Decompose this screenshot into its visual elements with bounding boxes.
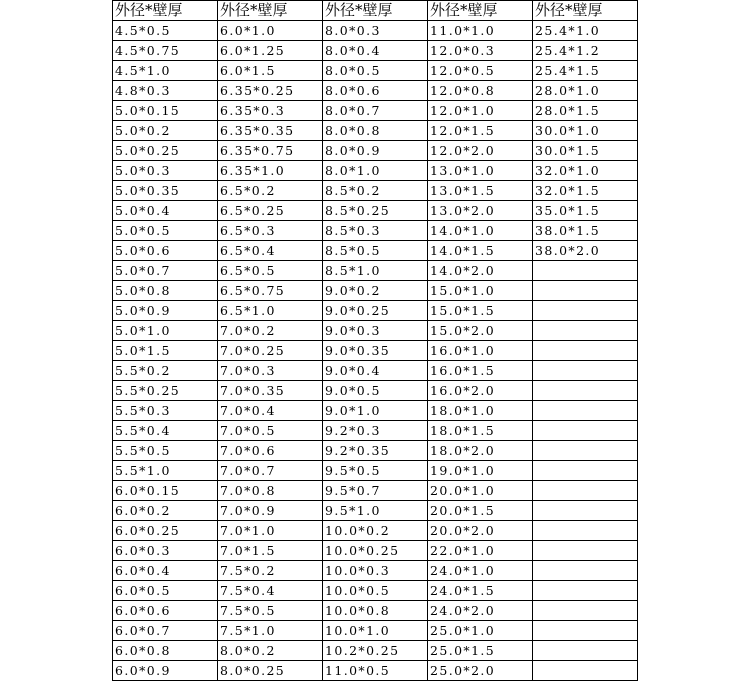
- table-cell: 5.0*1.0: [113, 321, 218, 341]
- table-cell: 8.0*0.8: [323, 121, 428, 141]
- table-cell: 9.2*0.35: [323, 441, 428, 461]
- table-row: [113, 401, 638, 421]
- table-row: [113, 581, 638, 601]
- table-cell: 8.0*1.0: [323, 161, 428, 181]
- table-cell: 18.0*2.0: [428, 441, 533, 461]
- table-cell: 13.0*1.0: [428, 161, 533, 181]
- table-cell: 5.0*0.35: [113, 181, 218, 201]
- table-cell: 6.0*0.15: [113, 481, 218, 501]
- table-cell: [533, 381, 638, 401]
- table-row: [113, 141, 638, 161]
- table-cell: 9.0*0.3: [323, 321, 428, 341]
- table-cell: 7.0*1.5: [218, 541, 323, 561]
- table-cell: [533, 421, 638, 441]
- table-cell: 7.0*0.8: [218, 481, 323, 501]
- table-row: [113, 501, 638, 521]
- table-cell: 4.5*0.75: [113, 41, 218, 61]
- table-cell: 4.5*1.0: [113, 61, 218, 81]
- table-cell: 5.0*0.2: [113, 121, 218, 141]
- table-cell: 9.0*0.5: [323, 381, 428, 401]
- table-cell: 6.0*1.25: [218, 41, 323, 61]
- table-cell: 18.0*1.5: [428, 421, 533, 441]
- table-cell: [533, 561, 638, 581]
- table-cell: 6.0*1.5: [218, 61, 323, 81]
- table-cell: [533, 341, 638, 361]
- table-cell: 22.0*1.0: [428, 541, 533, 561]
- table-cell: 12.0*1.5: [428, 121, 533, 141]
- table-cell: 9.5*1.0: [323, 501, 428, 521]
- table-row: [113, 81, 638, 101]
- table-cell: 10.0*0.25: [323, 541, 428, 561]
- table-row: [113, 361, 638, 381]
- table-row: [113, 661, 638, 681]
- table-cell: 13.0*2.0: [428, 201, 533, 221]
- table-cell: 9.2*0.3: [323, 421, 428, 441]
- table-cell: [533, 521, 638, 541]
- table-cell: [533, 321, 638, 341]
- table-cell: 7.0*0.5: [218, 421, 323, 441]
- table-cell: 24.0*1.5: [428, 581, 533, 601]
- table-cell: 7.0*0.2: [218, 321, 323, 341]
- table-cell: 6.5*0.5: [218, 261, 323, 281]
- table-cell: 7.0*0.7: [218, 461, 323, 481]
- table-cell: 15.0*2.0: [428, 321, 533, 341]
- table-cell: 8.0*0.7: [323, 101, 428, 121]
- table-cell: 5.5*0.2: [113, 361, 218, 381]
- table-cell: [533, 261, 638, 281]
- table-row: [113, 21, 638, 41]
- table-cell: 4.8*0.3: [113, 81, 218, 101]
- table-cell: 5.5*0.5: [113, 441, 218, 461]
- table-cell: 6.0*0.5: [113, 581, 218, 601]
- table-cell: 7.5*0.5: [218, 601, 323, 621]
- table-cell: [533, 621, 638, 641]
- table-row: [113, 121, 638, 141]
- table-row: [113, 461, 638, 481]
- table-cell: 6.0*0.9: [113, 661, 218, 681]
- table-cell: 6.0*0.3: [113, 541, 218, 561]
- column-header: 外径*壁厚: [428, 1, 533, 21]
- table-row: [113, 281, 638, 301]
- table-cell: 5.0*0.7: [113, 261, 218, 281]
- table-cell: 25.0*2.0: [428, 661, 533, 681]
- table-cell: 14.0*1.5: [428, 241, 533, 261]
- table-cell: 24.0*1.0: [428, 561, 533, 581]
- table-cell: [533, 461, 638, 481]
- table-cell: [533, 481, 638, 501]
- table-cell: 6.0*1.0: [218, 21, 323, 41]
- table-cell: 5.5*0.3: [113, 401, 218, 421]
- table-cell: 16.0*1.5: [428, 361, 533, 381]
- table-cell: 5.0*0.5: [113, 221, 218, 241]
- table-row: [113, 61, 638, 81]
- column-header: 外径*壁厚: [323, 1, 428, 21]
- table-cell: 7.0*0.25: [218, 341, 323, 361]
- table-cell: 12.0*0.3: [428, 41, 533, 61]
- table-cell: 28.0*1.5: [533, 101, 638, 121]
- table-row: [113, 321, 638, 341]
- table-cell: 9.0*0.35: [323, 341, 428, 361]
- table-row: [113, 481, 638, 501]
- table-cell: 6.5*0.2: [218, 181, 323, 201]
- table-cell: 6.35*0.3: [218, 101, 323, 121]
- table-cell: 7.0*0.3: [218, 361, 323, 381]
- header-row: [113, 1, 638, 21]
- table-cell: 5.0*0.6: [113, 241, 218, 261]
- table-cell: 9.5*0.7: [323, 481, 428, 501]
- table-cell: 25.4*1.2: [533, 41, 638, 61]
- table-cell: 20.0*1.0: [428, 481, 533, 501]
- table-cell: 6.0*0.6: [113, 601, 218, 621]
- table-cell: 9.0*0.2: [323, 281, 428, 301]
- table-row: [113, 381, 638, 401]
- table-cell: 8.5*1.0: [323, 261, 428, 281]
- table-cell: 8.0*0.25: [218, 661, 323, 681]
- table-cell: 6.0*0.25: [113, 521, 218, 541]
- column-header: 外径*壁厚: [218, 1, 323, 21]
- table-row: [113, 41, 638, 61]
- table-cell: 5.0*1.5: [113, 341, 218, 361]
- table-cell: 8.5*0.5: [323, 241, 428, 261]
- table-row: [113, 161, 638, 181]
- table-cell: 5.0*0.8: [113, 281, 218, 301]
- table-cell: 8.5*0.25: [323, 201, 428, 221]
- table-cell: 8.0*0.3: [323, 21, 428, 41]
- table-cell: 30.0*1.0: [533, 121, 638, 141]
- table-cell: 14.0*2.0: [428, 261, 533, 281]
- table-cell: 7.0*0.9: [218, 501, 323, 521]
- table-row: [113, 221, 638, 241]
- table-row: [113, 261, 638, 281]
- table-cell: 6.0*0.4: [113, 561, 218, 581]
- table-cell: [533, 501, 638, 521]
- table-cell: 6.5*0.25: [218, 201, 323, 221]
- table-row: [113, 201, 638, 221]
- table-cell: 10.0*1.0: [323, 621, 428, 641]
- table-cell: 6.5*0.4: [218, 241, 323, 261]
- table-row: [113, 441, 638, 461]
- table-cell: 16.0*1.0: [428, 341, 533, 361]
- table-cell: [533, 441, 638, 461]
- table-cell: 25.4*1.5: [533, 61, 638, 81]
- table-cell: 10.0*0.2: [323, 521, 428, 541]
- table-cell: [533, 661, 638, 681]
- table-cell: 7.5*1.0: [218, 621, 323, 641]
- table-cell: 20.0*2.0: [428, 521, 533, 541]
- table-cell: [533, 581, 638, 601]
- table-cell: 8.5*0.3: [323, 221, 428, 241]
- table-cell: [533, 301, 638, 321]
- table-cell: 38.0*1.5: [533, 221, 638, 241]
- table-cell: 10.0*0.8: [323, 601, 428, 621]
- table-cell: 32.0*1.0: [533, 161, 638, 181]
- table-cell: 5.5*0.4: [113, 421, 218, 441]
- table-cell: [533, 401, 638, 421]
- table-cell: 11.0*1.0: [428, 21, 533, 41]
- table-cell: 5.0*0.3: [113, 161, 218, 181]
- table-cell: 8.0*0.2: [218, 641, 323, 661]
- table-cell: 24.0*2.0: [428, 601, 533, 621]
- table-row: [113, 341, 638, 361]
- table-cell: 7.5*0.2: [218, 561, 323, 581]
- table-cell: 6.0*0.7: [113, 621, 218, 641]
- table-cell: 7.0*1.0: [218, 521, 323, 541]
- table-cell: 5.0*0.9: [113, 301, 218, 321]
- table-cell: 35.0*1.5: [533, 201, 638, 221]
- table-cell: 6.5*0.3: [218, 221, 323, 241]
- table-cell: 32.0*1.5: [533, 181, 638, 201]
- table-cell: 5.0*0.15: [113, 101, 218, 121]
- table-cell: 7.0*0.6: [218, 441, 323, 461]
- spec-table: [112, 0, 638, 681]
- table-cell: 10.0*0.5: [323, 581, 428, 601]
- column-header: 外径*壁厚: [113, 1, 218, 21]
- table-row: [113, 561, 638, 581]
- table-row: [113, 541, 638, 561]
- table-row: [113, 641, 638, 661]
- table-cell: 8.0*0.5: [323, 61, 428, 81]
- table-cell: 6.5*1.0: [218, 301, 323, 321]
- table-cell: 8.5*0.2: [323, 181, 428, 201]
- table-cell: 19.0*1.0: [428, 461, 533, 481]
- table-cell: 20.0*1.5: [428, 501, 533, 521]
- table-cell: 12.0*2.0: [428, 141, 533, 161]
- table-cell: 10.0*0.3: [323, 561, 428, 581]
- table-cell: 38.0*2.0: [533, 241, 638, 261]
- table-cell: 15.0*1.5: [428, 301, 533, 321]
- table-cell: 13.0*1.5: [428, 181, 533, 201]
- table-cell: 5.0*0.4: [113, 201, 218, 221]
- table-cell: 9.0*0.25: [323, 301, 428, 321]
- column-header: 外径*壁厚: [533, 1, 638, 21]
- table-cell: 12.0*0.8: [428, 81, 533, 101]
- table-cell: 8.0*0.4: [323, 41, 428, 61]
- table-cell: [533, 641, 638, 661]
- table-cell: 8.0*0.6: [323, 81, 428, 101]
- table-cell: 12.0*0.5: [428, 61, 533, 81]
- table-cell: 9.0*1.0: [323, 401, 428, 421]
- table-cell: 5.5*1.0: [113, 461, 218, 481]
- table-row: [113, 421, 638, 441]
- table-cell: 25.0*1.0: [428, 621, 533, 641]
- table-row: [113, 181, 638, 201]
- table-cell: 6.5*0.75: [218, 281, 323, 301]
- table-cell: [533, 281, 638, 301]
- table-cell: 10.2*0.25: [323, 641, 428, 661]
- table-row: [113, 521, 638, 541]
- spec-table-body: [113, 1, 638, 681]
- table-cell: 30.0*1.5: [533, 141, 638, 161]
- table-cell: 8.0*0.9: [323, 141, 428, 161]
- table-cell: 16.0*2.0: [428, 381, 533, 401]
- table-cell: 11.0*0.5: [323, 661, 428, 681]
- table-row: [113, 241, 638, 261]
- table-cell: 9.0*0.4: [323, 361, 428, 381]
- table-cell: 7.0*0.4: [218, 401, 323, 421]
- table-cell: 6.35*0.75: [218, 141, 323, 161]
- table-cell: 6.35*0.25: [218, 81, 323, 101]
- table-cell: 9.5*0.5: [323, 461, 428, 481]
- table-cell: 6.35*1.0: [218, 161, 323, 181]
- table-cell: 7.0*0.35: [218, 381, 323, 401]
- table-cell: 5.0*0.25: [113, 141, 218, 161]
- table-row: [113, 621, 638, 641]
- table-cell: 25.4*1.0: [533, 21, 638, 41]
- table-row: [113, 601, 638, 621]
- table-cell: 5.5*0.25: [113, 381, 218, 401]
- table-cell: 6.0*0.2: [113, 501, 218, 521]
- table-cell: 25.0*1.5: [428, 641, 533, 661]
- table-cell: 14.0*1.0: [428, 221, 533, 241]
- table-cell: 28.0*1.0: [533, 81, 638, 101]
- table-row: [113, 101, 638, 121]
- table-cell: 6.0*0.8: [113, 641, 218, 661]
- table-cell: 15.0*1.0: [428, 281, 533, 301]
- table-cell: [533, 361, 638, 381]
- table-cell: 4.5*0.5: [113, 21, 218, 41]
- table-row: [113, 301, 638, 321]
- table-cell: [533, 601, 638, 621]
- table-cell: [533, 541, 638, 561]
- table-cell: 7.5*0.4: [218, 581, 323, 601]
- table-cell: 6.35*0.35: [218, 121, 323, 141]
- table-cell: 18.0*1.0: [428, 401, 533, 421]
- table-cell: 12.0*1.0: [428, 101, 533, 121]
